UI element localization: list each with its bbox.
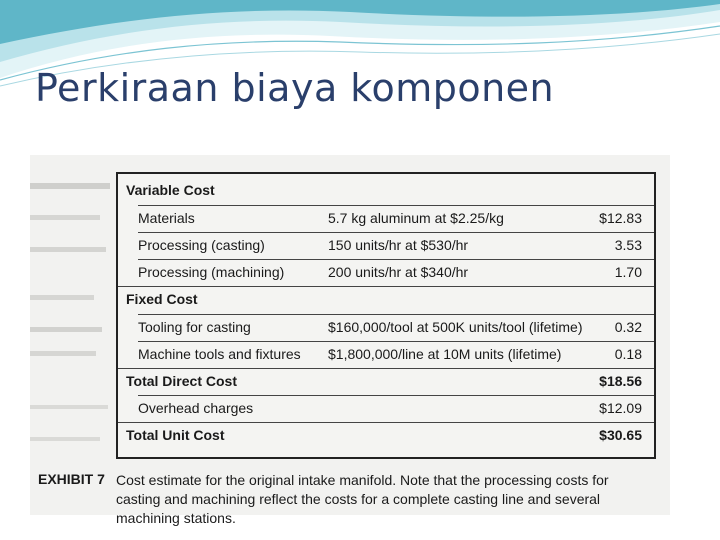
table-row-processing-casting: [118, 233, 654, 259]
row-amount: $12.83: [599, 210, 642, 226]
table-row-materials: [118, 206, 654, 232]
section-heading: Fixed Cost: [126, 291, 198, 307]
row-amount: $12.09: [599, 400, 642, 416]
section-variable-cost: [118, 178, 654, 204]
section-fixed-cost: [118, 287, 654, 313]
row-description: 150 units/hr at $530/hr: [328, 237, 469, 253]
row-label: Machine tools and fixtures: [138, 346, 301, 362]
row-label: Processing (casting): [138, 237, 265, 253]
row-label: Total Direct Cost: [126, 373, 237, 389]
table-row-processing-machining: [118, 260, 654, 286]
row-description: $160,000/tool at 500K units/tool (lifetime): [328, 319, 583, 335]
row-description: 5.7 kg aluminum at $2.25/kg: [328, 210, 504, 226]
row-label: Overhead charges: [138, 400, 254, 416]
cost-estimate-table: [116, 172, 656, 459]
row-amount: 1.70: [614, 264, 642, 280]
exhibit-label: EXHIBIT 7: [38, 471, 105, 487]
row-amount: 0.18: [614, 346, 642, 362]
row-label: Tooling for casting: [138, 319, 251, 335]
exhibit-caption-block: [38, 468, 662, 526]
table-row-total-unit-cost: [118, 423, 654, 449]
row-label: Total Unit Cost: [126, 427, 225, 443]
table-row-tooling: [118, 315, 654, 341]
section-heading: Variable Cost: [126, 182, 215, 198]
scanned-exhibit-image: [30, 155, 670, 526]
table-row-overhead: [118, 396, 654, 422]
row-description: $1,800,000/line at 10M units (lifetime): [328, 346, 562, 362]
row-amount: $18.56: [599, 373, 642, 389]
table-row-machine-tools: [118, 342, 654, 368]
table-row-total-direct-cost: [118, 369, 654, 395]
row-amount: $30.65: [599, 427, 642, 443]
row-description: 200 units/hr at $340/hr: [328, 264, 469, 280]
slide-title: Perkiraan biaya komponen: [35, 66, 555, 110]
exhibit-caption: Cost estimate for the original intake manifold. Note that the processing costs for casting and machining reflect the costs for a complete casting line and several machining stations.: [116, 472, 609, 526]
row-label: Processing (machining): [138, 264, 285, 280]
row-label: Materials: [138, 210, 195, 226]
row-amount: 0.32: [614, 319, 642, 335]
row-amount: 3.53: [614, 237, 642, 253]
